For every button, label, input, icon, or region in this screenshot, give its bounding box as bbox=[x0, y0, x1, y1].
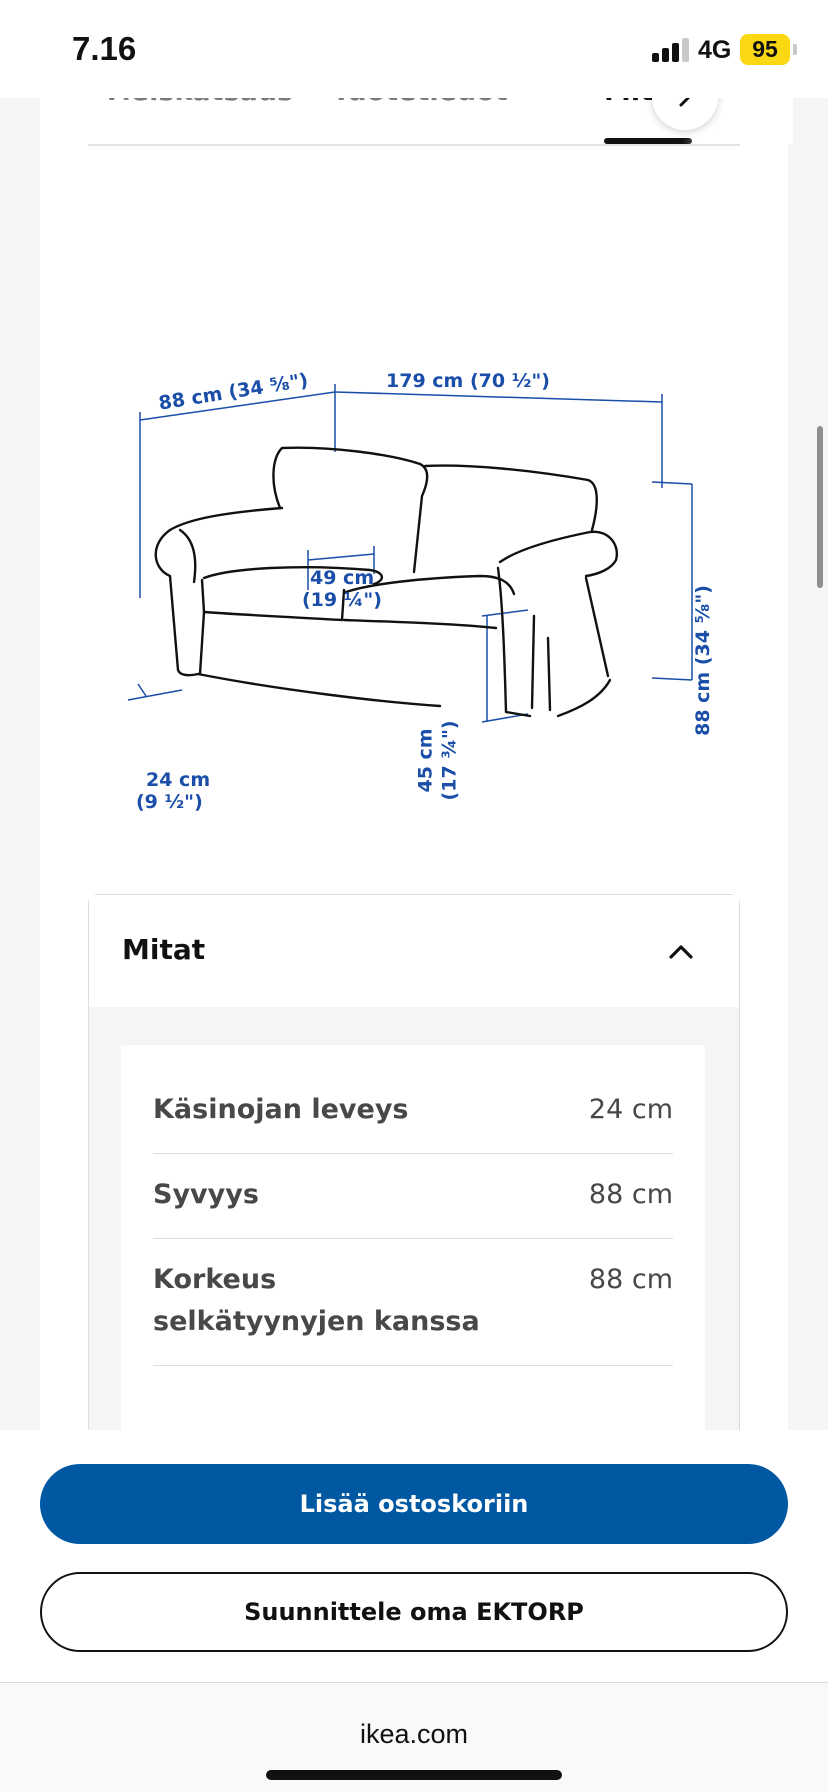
dimension-depth-label: 88 cm (34 ⁵⁄₈") bbox=[157, 369, 310, 415]
dimension-seat-width-cm: 49 cm bbox=[310, 567, 375, 589]
measurement-row bbox=[153, 1239, 673, 1366]
measurement-label: Käsinojan leveys bbox=[153, 1094, 409, 1125]
dimension-seat-width-in: (19 ¼") bbox=[302, 589, 382, 611]
accordion-title: Mitat bbox=[122, 933, 206, 966]
measurement-label: Korkeus selkätyynyjen kanssa bbox=[153, 1264, 480, 1337]
measurement-row bbox=[153, 1154, 673, 1239]
sofa-dimension-diagram bbox=[80, 298, 780, 878]
network-label: 4G bbox=[698, 36, 732, 64]
dimension-armrest-cm: 24 cm bbox=[146, 769, 211, 791]
chevron-up-icon bbox=[667, 941, 695, 961]
dimension-height-label: 88 cm (34 ⁵⁄₈") bbox=[691, 585, 714, 736]
dimension-width-label: 179 cm (70 ½") bbox=[386, 370, 550, 392]
measurement-value: 24 cm bbox=[588, 1094, 673, 1125]
dimension-seat-height-cm: 45 cm bbox=[414, 728, 437, 793]
dimension-seat-height-in: (17 ¾") bbox=[438, 720, 461, 801]
browser-address-bar[interactable] bbox=[0, 1682, 828, 1792]
design-your-own-button[interactable]: Suunnittele oma EKTORP bbox=[40, 1572, 788, 1652]
dimension-armrest-in: (9 ½") bbox=[136, 791, 203, 813]
status-bar bbox=[0, 0, 828, 98]
accordion-header[interactable] bbox=[89, 895, 739, 1007]
measurement-label: Syvyys bbox=[153, 1179, 259, 1210]
measurements-accordion bbox=[88, 894, 740, 1494]
url-text[interactable]: ikea.com bbox=[359, 1719, 469, 1749]
measurement-row bbox=[153, 1045, 673, 1154]
measurement-value: 88 cm bbox=[588, 1179, 673, 1210]
signal-icon bbox=[652, 38, 690, 62]
tab-bar bbox=[88, 98, 740, 146]
battery-tip bbox=[793, 44, 797, 55]
status-time: 7.16 bbox=[72, 30, 137, 67]
home-indicator bbox=[266, 1770, 562, 1780]
product-content bbox=[40, 98, 788, 1430]
add-to-cart-button[interactable]: Lisää ostoskoriin bbox=[40, 1464, 788, 1544]
action-area bbox=[0, 1430, 828, 1682]
measurement-value: 88 cm bbox=[588, 1264, 673, 1295]
scrollbar[interactable] bbox=[817, 426, 823, 588]
active-tab-indicator bbox=[604, 138, 692, 144]
battery-icon: 95 bbox=[740, 34, 790, 65]
